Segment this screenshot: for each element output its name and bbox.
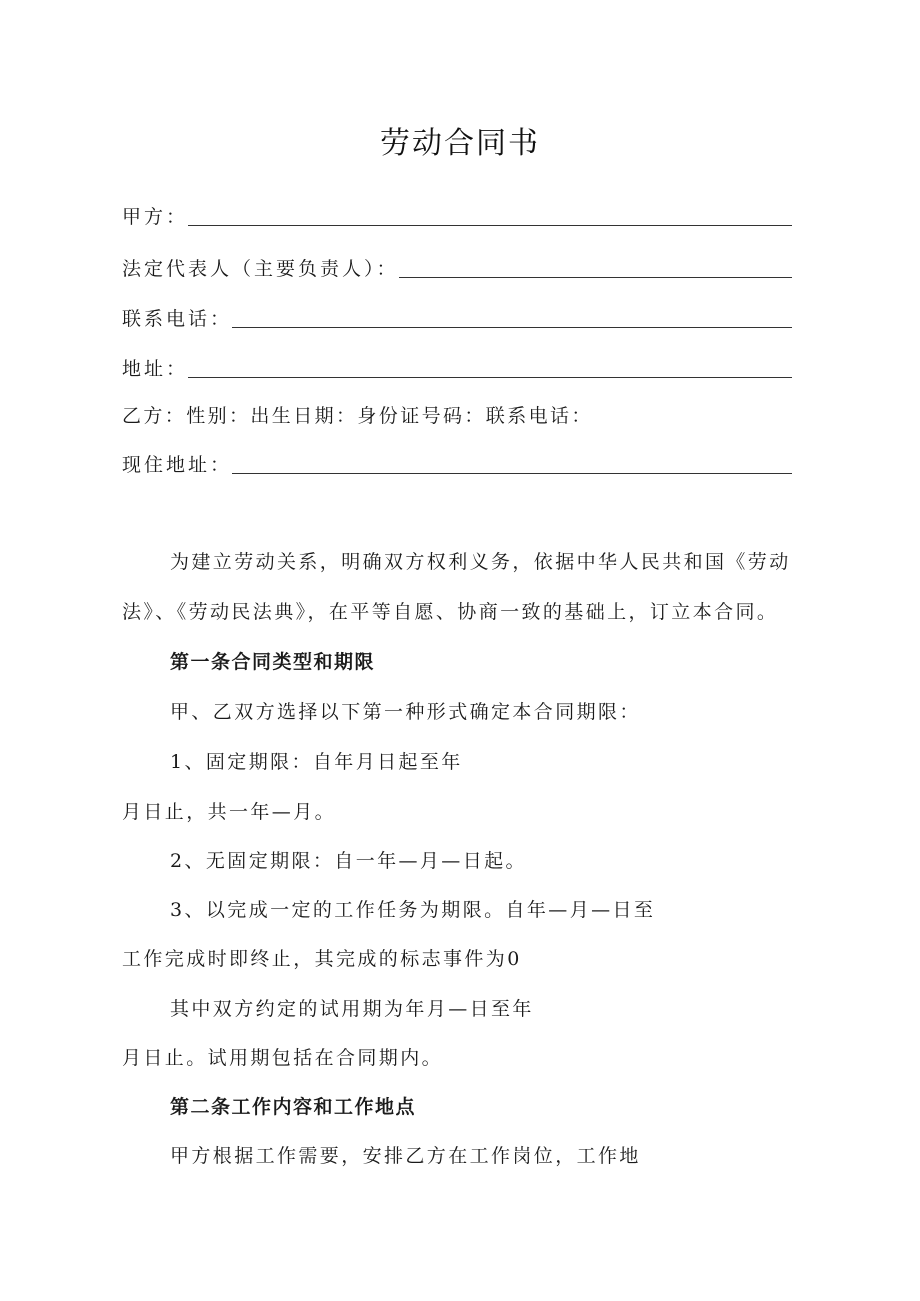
intro-line-2: 法》、《劳动民法典》，在平等自愿、协商一致的基础上，订立本合同。 [122, 601, 779, 623]
article-2-heading: 第二条工作内容和工作地点 [170, 1096, 417, 1118]
document-title: 劳动合同书 [380, 126, 540, 161]
party-a-name-field [122, 200, 792, 230]
party-a-name-blank[interactable] [188, 203, 792, 226]
probation-line-b: 月日止。试用期包括在合同期内。 [122, 1047, 444, 1069]
party-a-address-label: 地址： [122, 358, 189, 380]
item-3-line-b: 工作完成时即终止，其完成的标志事件为0 [122, 948, 522, 970]
article-2-paragraph: 甲方根据工作需要，安排乙方在工作岗位，工作地 [170, 1145, 641, 1167]
party-a-address-blank[interactable] [188, 355, 792, 378]
party-b-address-field [122, 448, 792, 478]
article-1-heading: 第一条合同类型和期限 [170, 651, 376, 673]
party-a-rep-field [122, 252, 792, 282]
intro-line-1: 为建立劳动关系，明确双方权利义务，依据中华人民共和国《劳动 [170, 551, 791, 573]
party-a-rep-label: 法定代表人（主要负责人）： [122, 258, 399, 280]
article-1-paragraph: 甲、乙双方选择以下第一种形式确定本合同期限： [170, 701, 641, 723]
item-3-line-a: 3、以完成一定的工作任务为期限。自年—月—日至 [170, 899, 656, 921]
party-b-address-label: 现住地址： [122, 454, 233, 476]
party-b-address-blank[interactable] [232, 451, 792, 474]
probation-line-a: 其中双方约定的试用期为年月—日至年 [170, 998, 534, 1020]
party-a-address-field [122, 352, 792, 382]
item-1-line-a: 1、固定期限：自年月日起至年 [170, 751, 463, 773]
party-a-phone-blank[interactable] [232, 305, 792, 328]
party-a-name-label: 甲方： [122, 206, 189, 228]
item-2-line: 2、无固定期限：自一年—月—日起。 [170, 850, 527, 872]
party-b-info-line: 乙方：性别：出生日期：身份证号码：联系电话： [122, 405, 593, 427]
party-a-rep-blank[interactable] [399, 255, 792, 278]
item-1-line-b: 月日止，共一年—月。 [122, 801, 337, 823]
party-a-phone-field [122, 302, 792, 332]
party-a-phone-label: 联系电话： [122, 308, 233, 330]
